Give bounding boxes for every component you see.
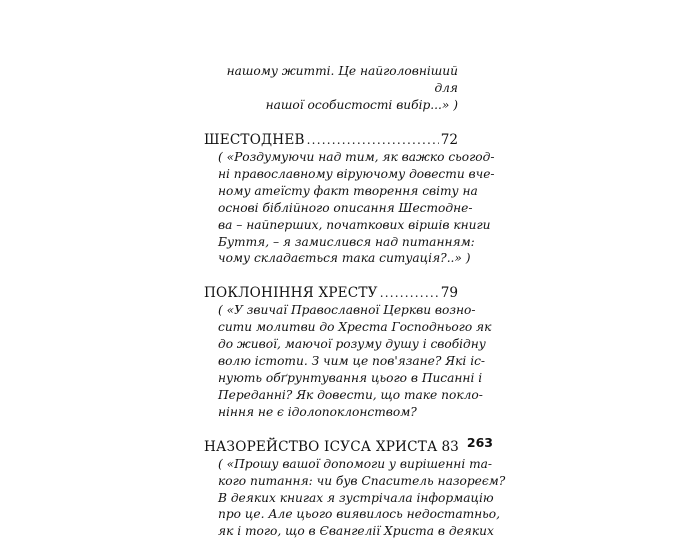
desc-line: Буття, – я замислився над питанням: xyxy=(218,234,475,249)
desc-line: ( «Прошу вашої допомоги у вирішенні та- xyxy=(218,456,493,471)
toc-description xyxy=(204,456,506,540)
desc-line: до живої, маючої розуму душу і свобідну xyxy=(218,337,486,352)
desc-line: сити молитви до Хреста Господнього як xyxy=(218,320,492,335)
desc-line: чому складається така ситуація?..» ) xyxy=(218,251,471,266)
desc-line: ва – найперших, початкових віршів книги xyxy=(218,217,491,232)
toc-description xyxy=(204,302,492,420)
desc-line: волю істоти. З чим це пов'язане? Які іс- xyxy=(218,354,486,369)
desc-line: ніння не є ідолопоклонством? xyxy=(218,404,417,419)
dot-leader xyxy=(307,131,439,149)
toc-title: ШЕСТОДНЕВ xyxy=(204,132,305,148)
toc-page-number: 79 xyxy=(440,285,458,302)
desc-line: нують обґрунтування цього в Писанні і xyxy=(218,370,483,385)
intro-text xyxy=(204,63,458,114)
desc-line: ( «У звичаї Православної Церкви возно- xyxy=(218,303,476,318)
toc-page-number: 72 xyxy=(440,132,458,148)
toc-title: ПОКЛОНІННЯ ХРЕСТУ xyxy=(204,285,378,302)
toc-heading xyxy=(204,438,458,456)
desc-line: Переданні? Як довести, що таке покло- xyxy=(218,387,483,402)
toc-entry-shestodnev xyxy=(204,131,495,267)
page-number: 263 xyxy=(466,435,493,450)
toc-description xyxy=(204,149,495,267)
desc-line: про це. Але цього виявилось недостатньо, xyxy=(218,507,501,522)
dot-leader xyxy=(380,284,439,302)
toc-title: НАЗОРЕЙСТВО ІСУСА ХРИСТА xyxy=(204,438,438,455)
desc-line: ( «Роздумуючи над тим, як важко сьогод- xyxy=(218,150,495,164)
intro-line: нашої особистості вибір...» ) xyxy=(265,98,458,112)
desc-line: ні православному віруючому довести вче- xyxy=(218,166,495,181)
desc-line: кого питання: чи був Спаситель назореєм? xyxy=(218,473,506,488)
desc-line: основі біблійного описання Шестодне- xyxy=(218,200,473,215)
intro-line: нашому житті. Це найголовніший для xyxy=(226,64,458,95)
toc-heading xyxy=(204,284,458,302)
toc-heading xyxy=(204,131,458,149)
desc-line: В деяких книгах я зустрічала інформацію xyxy=(218,490,494,505)
desc-line: ному атеїсту факт творення світу на xyxy=(218,183,478,198)
desc-line: як і того, що в Євангелії Христа в деяких xyxy=(218,524,494,539)
toc-page-number: 83 xyxy=(441,438,459,455)
toc-entry-pokloninnia-khrestu xyxy=(204,284,492,420)
